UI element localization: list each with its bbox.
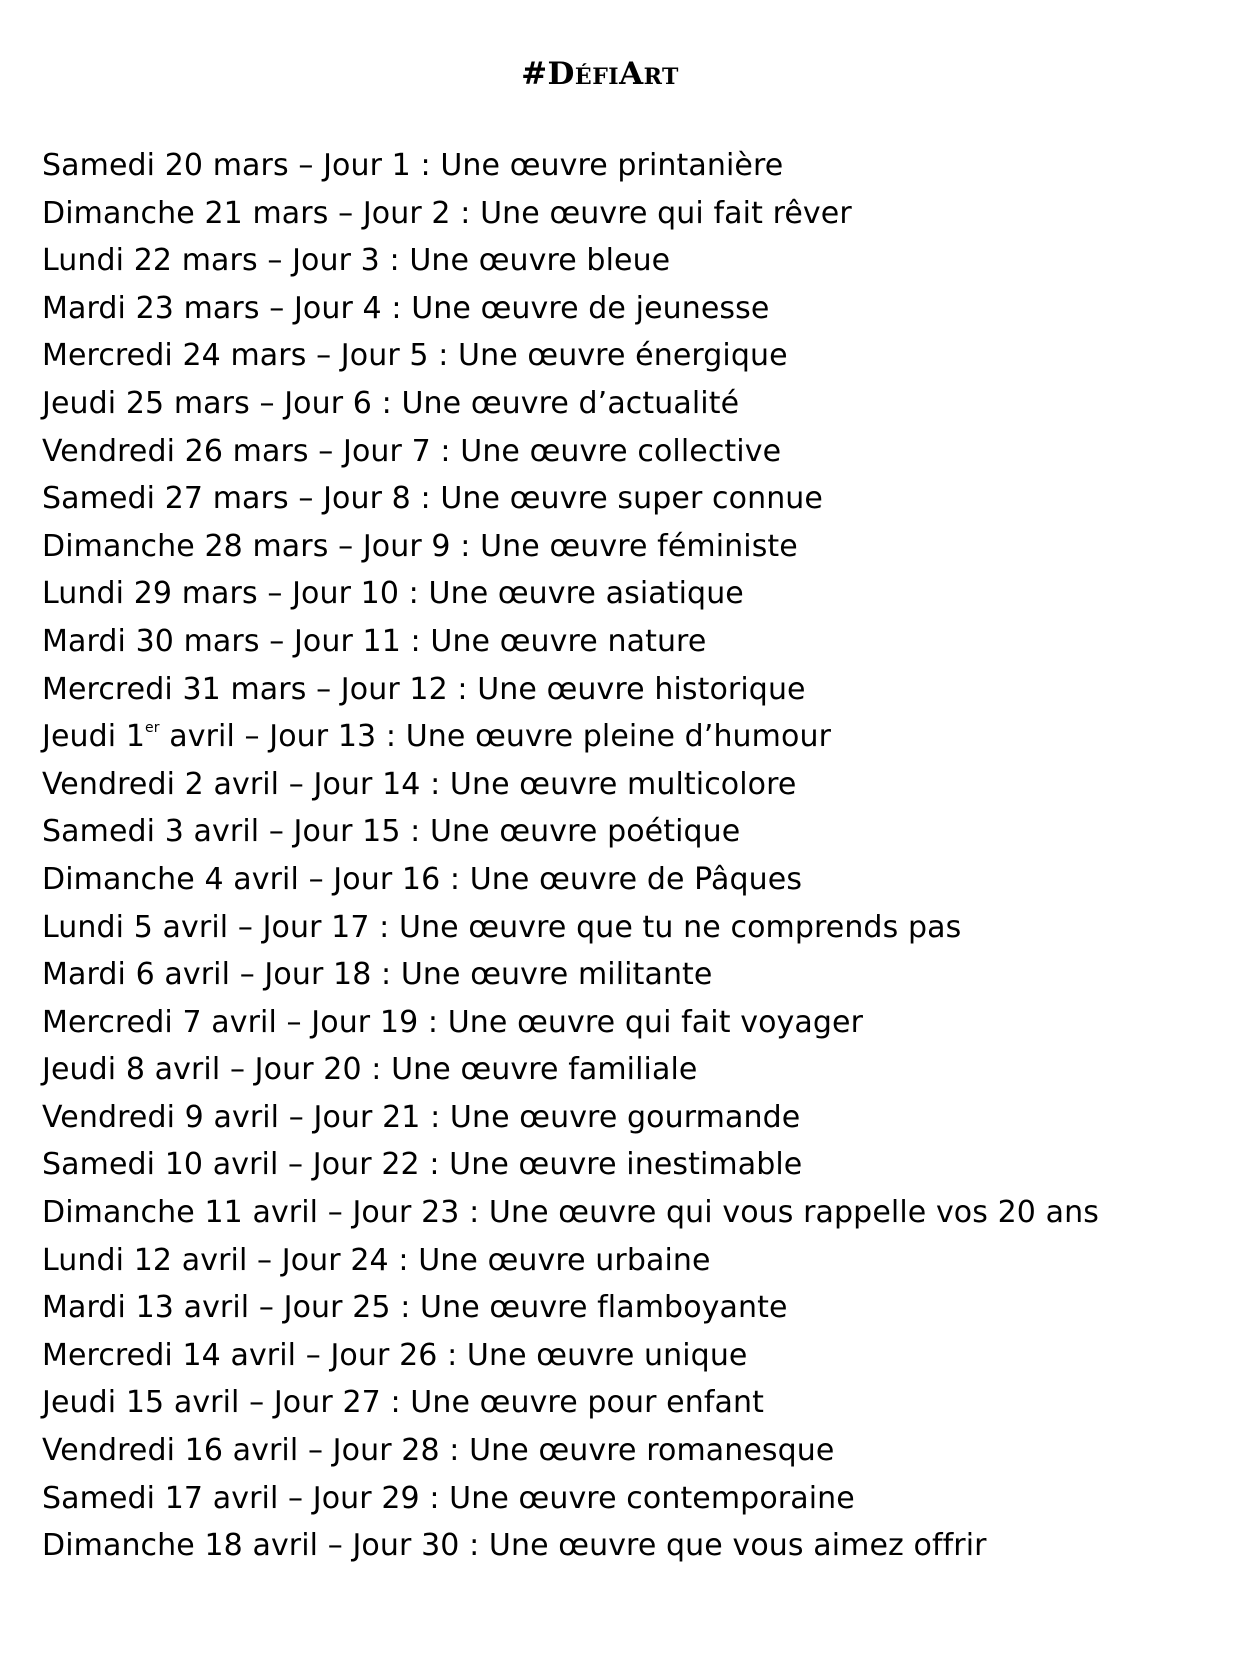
entry-date: Lundi 5 avril [42, 909, 229, 945]
entry-theme: – Jour 26 : Une œuvre unique [296, 1337, 748, 1373]
entry-date: Dimanche 4 avril [42, 861, 299, 897]
entry-theme: – Jour 6 : Une œuvre d’actualité [249, 385, 740, 421]
entry-theme: – Jour 29 : Une œuvre contemporaine [278, 1480, 855, 1516]
list-item [42, 1094, 1237, 1142]
entry-theme: – Jour 13 : Une œuvre pleine d’humour [234, 719, 831, 755]
list-item [42, 761, 1237, 809]
entry-theme: – Jour 18 : Une œuvre militante [230, 957, 713, 993]
entry-date: Dimanche 28 mars [42, 528, 329, 564]
entry-date: Vendredi 2 avril [42, 766, 280, 802]
entry-date: Mardi 6 avril [42, 957, 231, 993]
challenge-list [42, 142, 1237, 1570]
entry-theme: – Jour 12 : Une œuvre historique [306, 671, 806, 707]
entry-date: Lundi 22 mars [42, 243, 258, 279]
entry-theme: – Jour 9 : Une œuvre féministe [328, 528, 798, 564]
list-item [42, 1379, 1237, 1427]
entry-theme: – Jour 1 : Une œuvre printanière [288, 148, 784, 183]
list-item [42, 523, 1237, 571]
entry-theme: – Jour 17 : Une œuvre que tu ne comprends pas [228, 909, 962, 945]
list-item [42, 142, 1237, 190]
list-item [42, 1332, 1237, 1380]
list-item [42, 713, 1237, 761]
list-item [42, 237, 1237, 285]
list-item [42, 1237, 1237, 1285]
list-item [42, 666, 1237, 714]
list-item [42, 285, 1237, 333]
list-item [42, 904, 1237, 952]
entry-theme: – Jour 2 : Une œuvre qui fait rêver [328, 195, 852, 231]
entry-theme: – Jour 5 : Une œuvre énergique [306, 338, 788, 374]
list-item [42, 1427, 1237, 1475]
entry-date: Mardi 13 avril [42, 1290, 250, 1326]
list-item [42, 428, 1237, 476]
entry-theme: – Jour 19 : Une œuvre qui fait voyager [276, 1004, 864, 1040]
entry-theme: – Jour 24 : Une œuvre urbaine [247, 1242, 711, 1278]
entry-date: Samedi 27 mars [42, 481, 289, 517]
entry-theme: – Jour 28 : Une œuvre romanesque [298, 1433, 835, 1469]
list-item [42, 570, 1237, 618]
entry-theme: – Jour 20 : Une œuvre familiale [220, 1052, 698, 1088]
list-item [42, 1284, 1237, 1332]
entry-date: Mercredi 7 avril [42, 1004, 277, 1040]
list-item [42, 380, 1237, 428]
entry-date: Mercredi 31 mars [42, 671, 307, 707]
entry-theme: – Jour 15 : Une œuvre poétique [259, 814, 741, 850]
list-item [42, 190, 1237, 238]
document-title: #DéfiArt [521, 56, 679, 92]
entry-date: Mercredi 14 avril [42, 1337, 297, 1373]
list-item [42, 475, 1237, 523]
list-item [42, 1522, 1237, 1570]
entry-theme: – Jour 7 : Une œuvre collective [308, 433, 782, 469]
entry-date: Lundi 29 mars [42, 576, 258, 612]
entry-theme: – Jour 16 : Une œuvre de Pâques [298, 861, 803, 897]
entry-theme: – Jour 4 : Une œuvre de jeunesse [259, 290, 770, 326]
entry-theme: – Jour 11 : Une œuvre nature [259, 623, 707, 659]
entry-theme: – Jour 25 : Une œuvre flamboyante [249, 1290, 788, 1326]
entry-date: Jeudi 1 [42, 719, 146, 755]
entry-date: Dimanche 21 mars [42, 195, 329, 231]
entry-date: Vendredi 16 avril [42, 1433, 299, 1469]
entry-date: Samedi 17 avril [42, 1480, 279, 1516]
entry-date: Jeudi 8 avril [42, 1052, 221, 1088]
entry-theme: – Jour 8 : Une œuvre super connue [288, 481, 823, 517]
entry-date: Lundi 12 avril [42, 1242, 248, 1278]
entry-theme: – Jour 3 : Une œuvre bleue [257, 243, 671, 279]
entry-theme: – Jour 27 : Une œuvre pour enfant [239, 1385, 764, 1421]
entry-theme: – Jour 22 : Une œuvre inestimable [278, 1147, 803, 1183]
entry-date: Dimanche 18 avril [42, 1528, 319, 1564]
entry-theme: – Jour 14 : Une œuvre multicolore [279, 766, 797, 802]
entry-theme: – Jour 23 : Une œuvre qui vous rappelle vos 20 ans [318, 1195, 1099, 1231]
list-item [42, 1189, 1237, 1237]
entry-date: Dimanche 11 avril [42, 1195, 319, 1231]
entry-date: Samedi 3 avril [42, 814, 260, 850]
entry-month: avril [159, 719, 235, 755]
entry-date: Jeudi 15 avril [42, 1385, 240, 1421]
entry-theme: – Jour 10 : Une œuvre asiatique [257, 576, 744, 612]
entry-date: Mercredi 24 mars [42, 338, 307, 374]
list-item [42, 999, 1237, 1047]
entry-date: Mardi 30 mars [42, 623, 260, 659]
list-item [42, 1475, 1237, 1523]
list-item [42, 951, 1237, 999]
ordinal-suffix: er [145, 720, 160, 737]
entry-date: Jeudi 25 mars [42, 385, 250, 421]
list-item [42, 856, 1237, 904]
list-item [42, 1046, 1237, 1094]
entry-date: Samedi 20 mars [42, 148, 289, 183]
list-item [42, 1141, 1237, 1189]
entry-date: Vendredi 26 mars [42, 433, 309, 469]
entry-theme: – Jour 30 : Une œuvre que vous aimez offrir [318, 1528, 987, 1564]
entry-date: Vendredi 9 avril [42, 1099, 280, 1135]
entry-date: Samedi 10 avril [42, 1147, 279, 1183]
list-item [42, 808, 1237, 856]
list-item [42, 332, 1237, 380]
entry-theme: – Jour 21 : Une œuvre gourmande [279, 1099, 801, 1135]
entry-date: Mardi 23 mars [42, 290, 260, 326]
list-item [42, 618, 1237, 666]
